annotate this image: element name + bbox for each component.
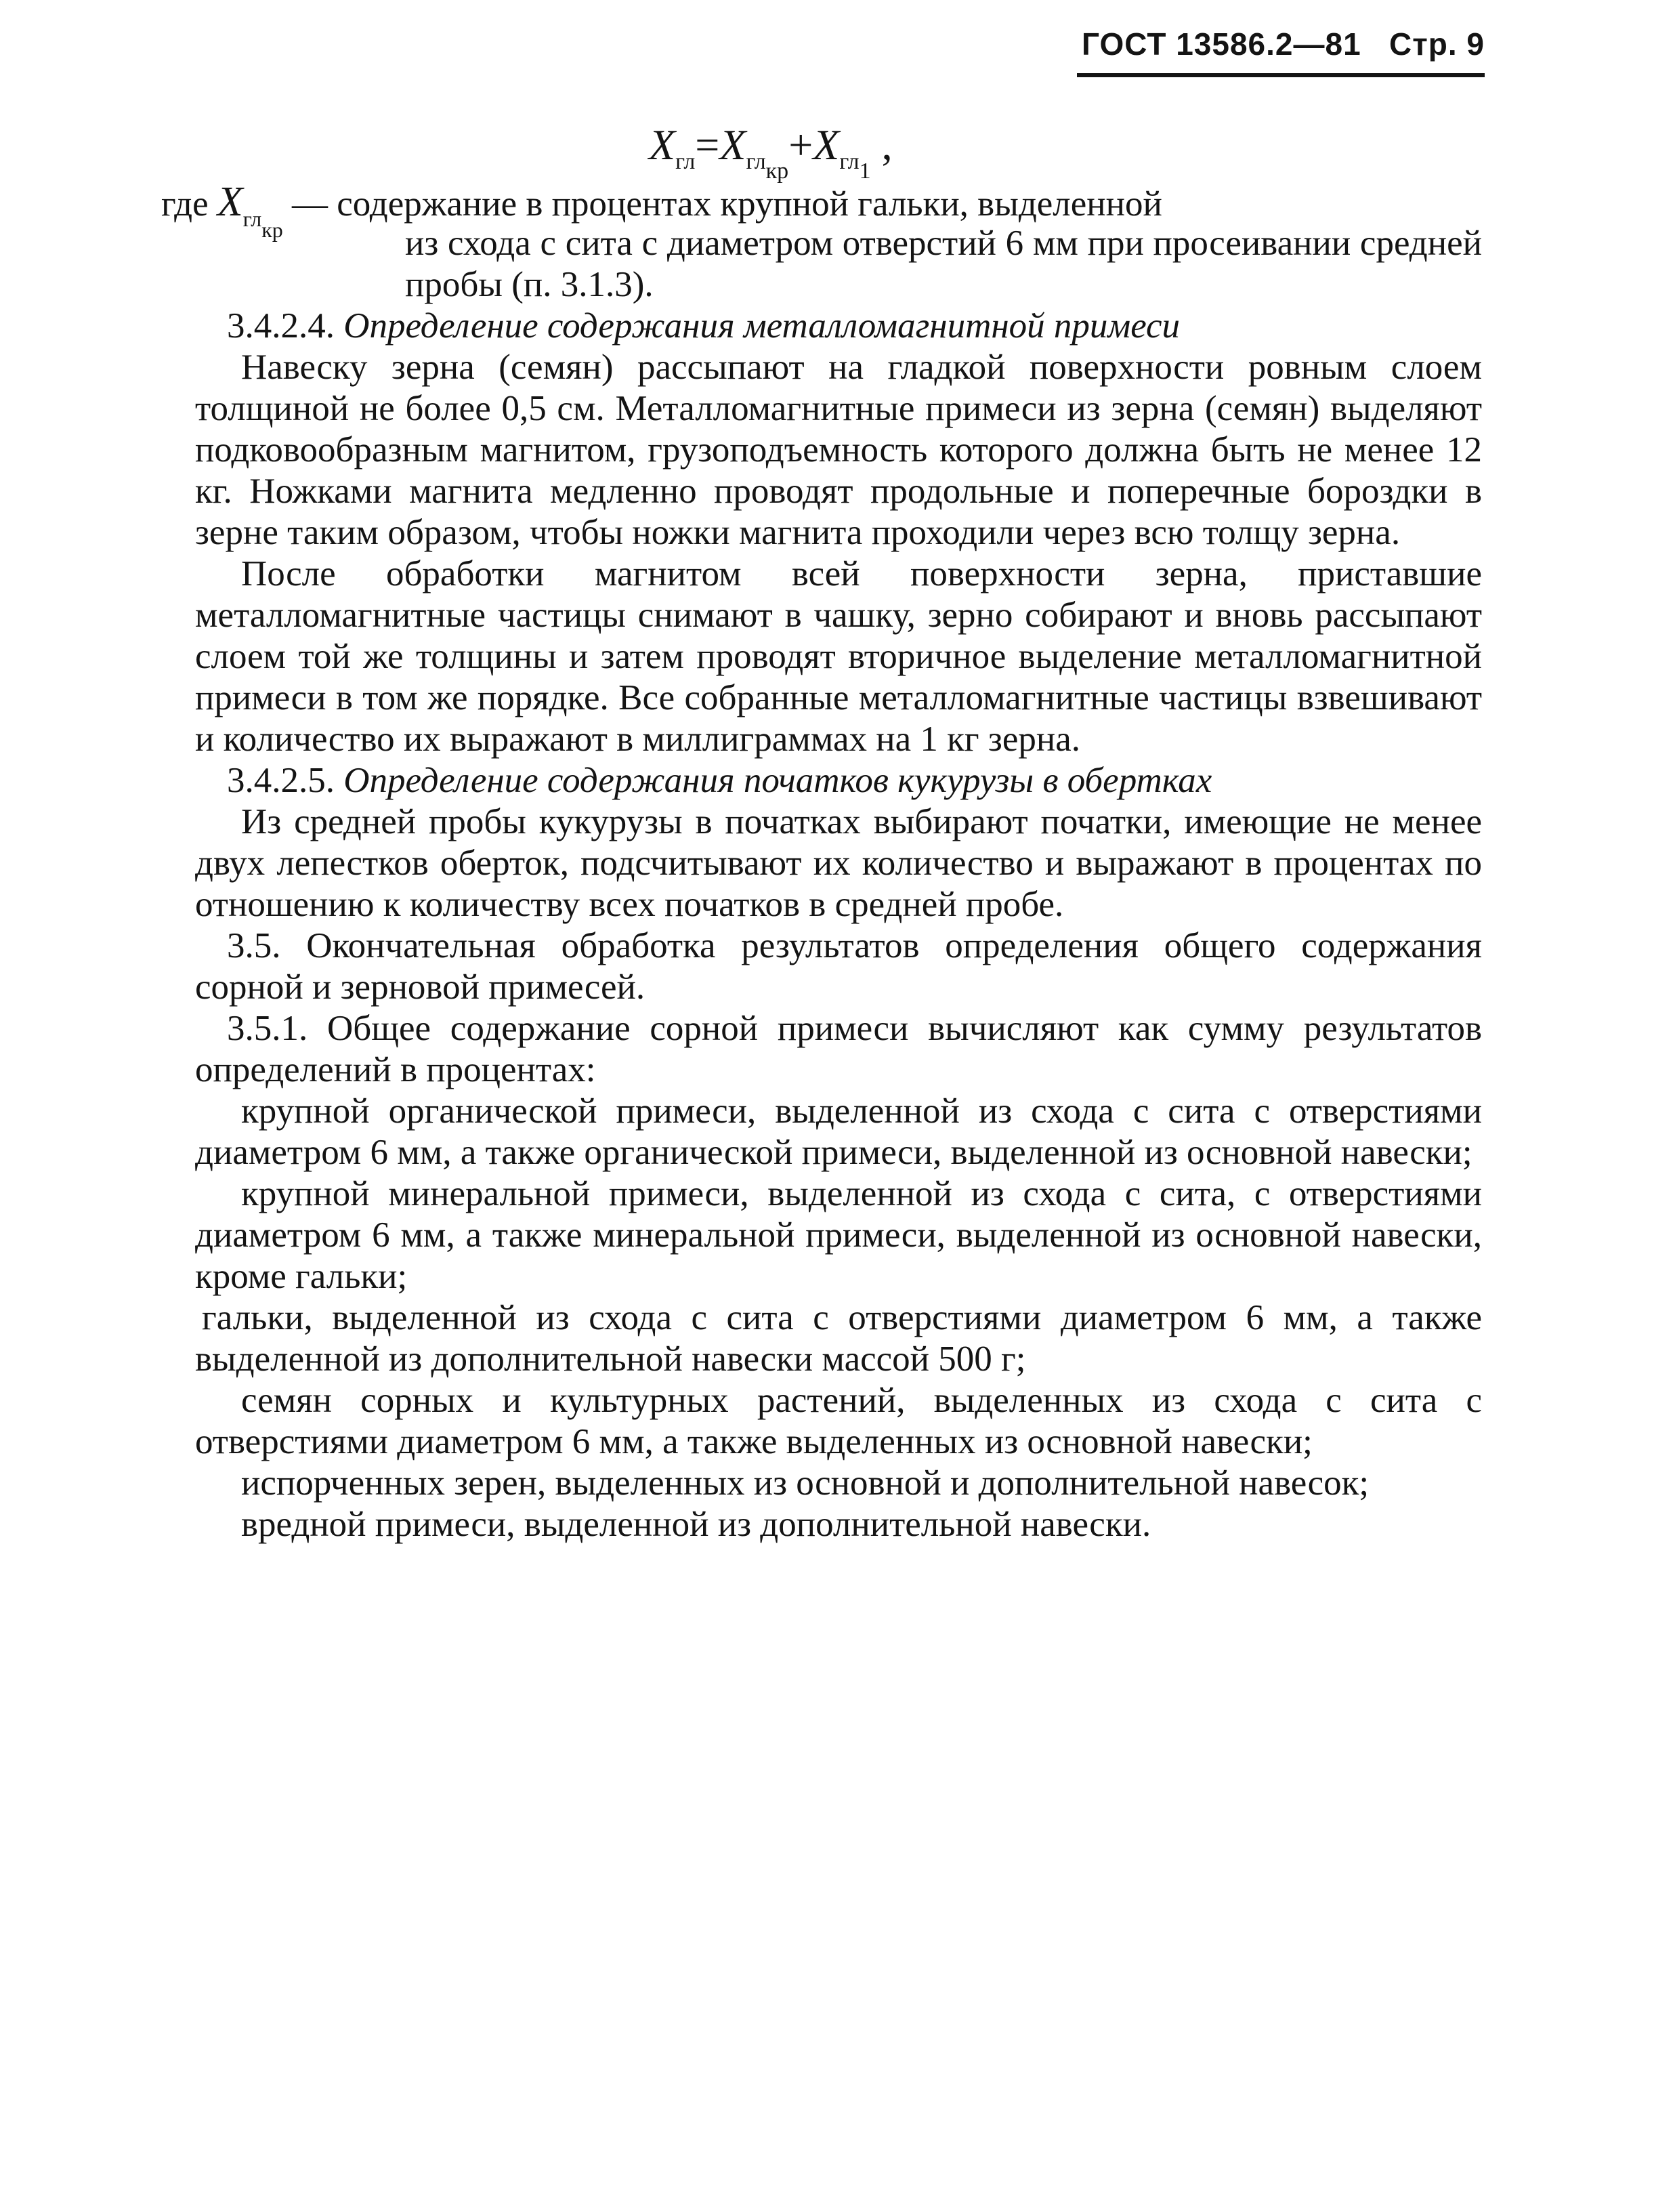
paragraph: Из средней пробы кукурузы в початках выбирают початки, имеющие не менее двух лепестков оберток, подсчитывают их количество и выражают в процентах по отношению к количеству всех початков в средней пробе.: [195, 802, 1482, 924]
paragraph: После обработки магнитом всей поверхности зерна, приставшие металломагнитные частицы снимают в чашку, зерно собирают и вновь рассыпают слоем той же толщины и затем проводят вторичное выделение металломагнитной примеси в том же порядке. Все собранные металломагнитные частицы взвешивают и количество их выражают в миллиграммах на 1 кг зерна.: [195, 554, 1482, 759]
paragraph: вредной примеси, выделенной из дополнительной навески.: [241, 1505, 1151, 1544]
section-heading: [195, 760, 1482, 801]
standard-number: ГОСТ 13586.2—81: [1082, 26, 1361, 62]
section-title: Определение содержания металломагнитной примеси: [343, 306, 1181, 346]
paragraph: Навеску зерна (семян) рассыпают на гладкой поверхности ровным слоем толщиной не более 0,5 см. Металломагнитные примеси из зерна (семян) выделяют подковообразным магнитом, грузоподъемность которого должна быть не менее 12 кг. Ножками магнита медленно проводят продольные и поперечные бороздки в зерне таким образом, чтобы ножки магнита проходили через всю толщу зерна.: [195, 348, 1482, 552]
formula-term2: X: [813, 121, 840, 169]
where-term-sub: гл: [242, 207, 262, 231]
paragraph: гальки, выделенной из схода с сита с отверстиями диаметром 6 мм, а также выделенной из дополнительной навески массой 500 г;: [195, 1298, 1482, 1379]
paragraph: крупной органической примеси, выделенной из схода с сита с отверстиями диаметром 6 мм, а также органической примеси, выделенной из основной навески;: [195, 1091, 1482, 1172]
formula-lhs: X: [649, 121, 676, 169]
paragraph: 3.5.1. Общее содержание сорной примеси вычисляют как сумму результатов определений в процентах:: [195, 1009, 1482, 1089]
formula-term1-sub: гл: [746, 149, 766, 174]
section-title: Определение содержания початков кукурузы в обертках: [343, 761, 1212, 800]
formula-term1: X: [719, 121, 746, 169]
formula-comma: ,: [881, 121, 893, 169]
paragraph: крупной минеральной примеси, выделенной из схода с сита, с отверстиями диаметром 6 мм, а также минеральной примеси, выделенной из основной навески, кроме гальки;: [195, 1174, 1482, 1296]
formula: [195, 117, 1482, 184]
page-number: Стр. 9: [1389, 26, 1485, 62]
where-term-subsub: кр: [261, 217, 283, 242]
formula-equals: =: [695, 121, 720, 169]
body-text: [161, 117, 1482, 1545]
formula-term1-subsub: кр: [765, 159, 789, 184]
section-number: 3.4.2.5.: [227, 761, 335, 800]
where-continuation: из схода с сита с диаметром отверстий 6 мм при просеивании средней пробы (п. 3.1.3).: [405, 224, 1482, 304]
paragraph: 3.5. Окончательная обработка результатов определения общего содержания сорной и зерновой примесей.: [195, 926, 1482, 1007]
where-line: [161, 179, 1482, 242]
paragraph: семян сорных и культурных растений, выделенных из схода с сита с отверстиями диаметром 6 мм, а также выделенных из основной навески;: [195, 1381, 1482, 1461]
header-rule: [1077, 73, 1485, 77]
page-header: [1077, 26, 1485, 80]
formula-plus: +: [788, 121, 813, 169]
formula-term2-sub: гл: [839, 149, 860, 174]
where-definition: — содержание в процентах крупной гальки, выделенной: [282, 184, 1162, 224]
paragraph: испорченных зерен, выделенных из основной и дополнительной навесок;: [241, 1463, 1370, 1503]
where-term: [217, 179, 283, 242]
section-number: 3.4.2.4.: [227, 306, 335, 346]
formula-term2-subsub: 1: [859, 159, 871, 184]
where-prefix: где: [161, 184, 209, 224]
section-heading: [195, 306, 1482, 347]
formula-lhs-sub: гл: [675, 149, 696, 174]
where-term-main: X: [217, 179, 243, 225]
